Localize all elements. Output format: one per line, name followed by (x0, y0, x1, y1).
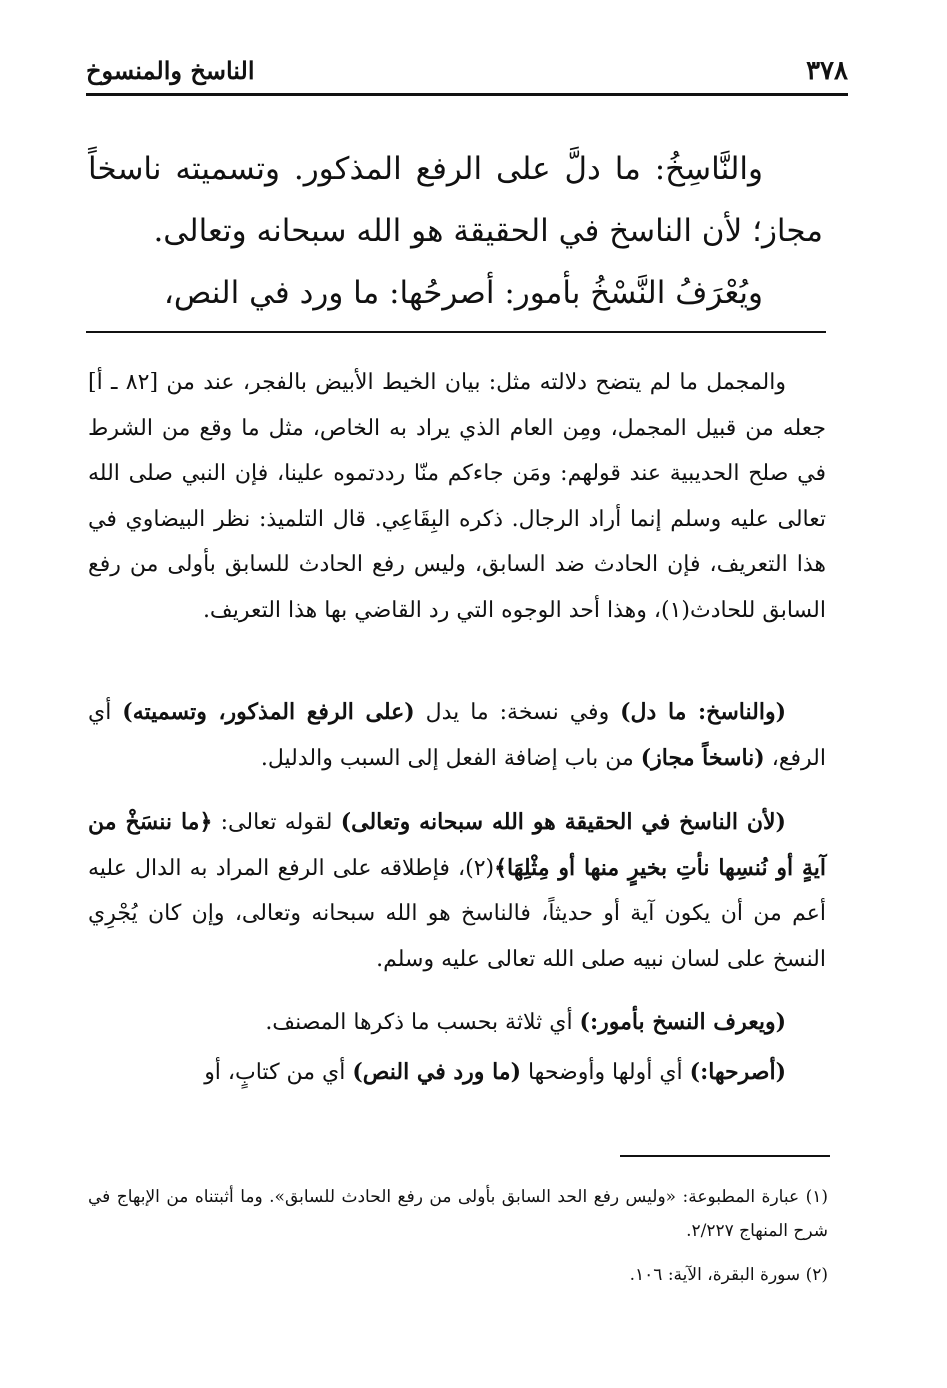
footnote-1: (١) عبارة المطبوعة: «وليس رفع الحد السابق بأولى من رفع الحادث للسابق». وما أثبتناه من الإبهاج في شرح المنهاج ٢/٢٢٧. (88, 1187, 828, 1241)
commentary-paragraph (88, 1000, 826, 1046)
quoted-matn: (ناسخاً مجاز) (640, 744, 765, 771)
commentary-paragraph (88, 1050, 826, 1096)
page-number: ٣٧٨ (806, 56, 848, 86)
main-text (88, 138, 823, 324)
quran-verse: ﴿ما ننسَخْ من آيةٍ أو نُنسِها نأتِ بخيرٍ منها أو مِثْلِهَا﴾ (88, 809, 826, 881)
commentary-text: من باب إضافة الفعل إلى السبب والدليل. (260, 745, 641, 771)
commentary-text: (٢)، فإطلاقه على الرفع المراد به الدال عليه أعم من أن يكون آية أو حديثاً، فالناسخ هو الله سبحانه وتعالى، وإن كان يُجْرِي النسخ على لسان نبيه صلى الله تعالى عليه وسلم. (88, 855, 826, 972)
quoted-matn: (لأن الناسخ في الحقيقة هو الله سبحانه وتعالى) (340, 809, 786, 835)
quoted-matn: (أصرحها:) (689, 1059, 786, 1085)
commentary-text: لقوله تعالى: (212, 810, 341, 835)
commentary-paragraph (88, 800, 826, 982)
footnote-rule (620, 1155, 830, 1157)
commentary-text: أي ثلاثة بحسب ما ذكرها المصنف. (265, 1010, 580, 1035)
quoted-matn: (ما ورد في النص) (352, 1059, 521, 1085)
commentary-paragraph (88, 690, 826, 781)
commentary-text: أي أولها وأوضحها (520, 1060, 690, 1085)
quoted-matn: (على الرفع المذكور، وتسميته) (122, 699, 415, 725)
commentary-text: أي الرفع، (88, 700, 826, 771)
commentary-paragraph (88, 360, 826, 633)
main-text-paragraph: والنَّاسِخُ: ما دلَّ على الرفع المذكور. وتسميته ناسخاً مجاز؛ لأن الناسخ في الحقيقة هو الله سبحانه وتعالى. (88, 151, 823, 249)
commentary-text: والمجمل ما لم يتضح دلالته مثل: بيان الخيط الأبيض بالفجر، عند من [٨٢ ـ أ] جعله من قبيل المجمل، ومِن العام الذي يراد به الخاص، مثل ما وقع من الشرط في صلح الحديبية عند قولهم: ومَن جاءكم منّا رددتموه علينا، فإن النبي صلى الله تعالى عليه وسلم إنما أراد الرجال. ذكره البِقَاعِي. قال التلميذ: نظر البيضاوي في هذا التعريف، فإن الحادث ضد السابق، وليس رفع الحادث للسابق بأولى من رفع السابق للحادث(١)، وهذا أحد الوجوه التي رد القاضي بها هذا التعريف. (88, 370, 826, 623)
main-text-paragraph: ويُعْرَفُ النَّسْخُ بأمور: أصرحُها: ما ورد في النص، (163, 275, 763, 311)
separator-rule (86, 331, 826, 333)
header-rule (86, 93, 848, 96)
quoted-matn: (ويعرف النسخ بأمور:) (579, 1009, 786, 1035)
running-title: الناسخ والمنسوخ (86, 56, 255, 85)
quoted-matn: (والناسخ: ما دل) (620, 699, 786, 725)
page-header (86, 54, 848, 92)
commentary-text: وفي نسخة: ما يدل (414, 700, 621, 725)
footnotes (88, 1180, 828, 1292)
commentary-text: أي من كتابٍ، أو (204, 1060, 353, 1085)
footnote-2: (٢) سورة البقرة، الآية: ١٠٦. (629, 1265, 828, 1285)
